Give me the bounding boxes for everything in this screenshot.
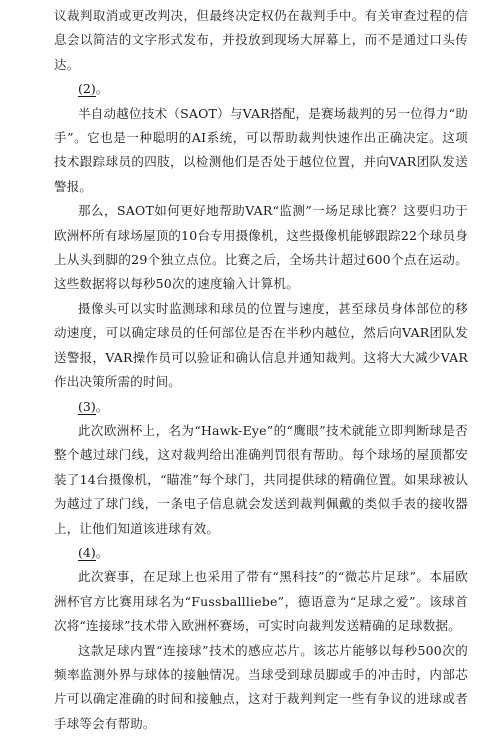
heading-period-4: 。 [95, 544, 109, 560]
heading-period-3: 。 [95, 398, 109, 414]
document-page [0, 4, 500, 731]
blank-heading-2 [0, 77, 500, 101]
blank-heading-3 [0, 395, 500, 419]
blank-label-3: (3) [78, 398, 96, 414]
paragraph-chip: 这款足球内置“连接球”技术的感应芯片。该芯片能够以每秒500次的频率监测外界与球体的接触情况。当球受到球员脚或手的冲击时，内部芯片可以确定准确的时间和接触点，这对于裁判判定一些有争议的进球或者手球等会有帮助。 [54, 642, 468, 731]
blank-label-4: (4) [78, 544, 96, 560]
blank-label-2: (2) [78, 81, 96, 97]
paragraph-smart-ball: 此次赛事，在足球上也采用了带有“黑科技”的“微芯片足球”。本届欧洲杯官方比赛用球名为“Fussballliebe”，德语意为“足球之爱”。该球首次将“连接球”技术带入欧洲杯赛场，可实时向裁判发送精确的足球数据。 [54, 569, 468, 634]
paragraph-saot-cameras: 那么，SAOT如何更好地帮助VAR“监测”一场足球比赛？这要归功于欧洲杯所有球场屋顶的10台专用摄像机，这些摄像机能够跟踪22个球员身上从头到脚的29个独立点位。比赛之后，全场共计超过600个点在运动。这些数据将以每秒50次的速度输入计算机。 [54, 203, 468, 292]
heading-period-2: 。 [95, 81, 109, 97]
paragraph-saot-intro: 半自动越位技术（SAOT）与VAR搭配，是赛场裁判的另一位得力“助手”。它也是一种聪明的AI系统，可以帮助裁判快速作出正确决定。这项技术跟踪球员的四肢，以检测他们是否处于越位位置，并向VAR团队发送警报。 [54, 105, 468, 194]
paragraph-referee-decision: 议裁判取消或更改判决，但最终决定权仍在裁判手中。有关审查过程的信息会以简洁的文字形式发布，并投放到现场大屏幕上，而不是通过口头传达。 [54, 8, 468, 72]
blank-heading-4 [0, 541, 500, 565]
paragraph-saot-offside: 摄像头可以实时监测球和球员的位置与速度，甚至球员身体部位的移动速度，可以确定球员的任何部位是否在半秒内越位，然后向VAR团队发送警报，VAR操作员可以验证和确认信息并通知裁判。这将大大减少VAR作出决策所需的时间。 [54, 300, 468, 390]
paragraph-hawk-eye: 此次欧洲杯上，名为“Hawk-Eye”的“鹰眼”技术就能立即判断球是否整个越过球门线，这对裁判给出准确判罚很有帮助。每个球场的屋顶都安装了14台摄像机，“瞄准”每个球门，共同提供球的精确位置。如果球被认为越过了球门线，一条电子信息就会发送到裁判佩戴的类似手表的接收器上，让他们知道该进球有效。 [54, 422, 468, 536]
